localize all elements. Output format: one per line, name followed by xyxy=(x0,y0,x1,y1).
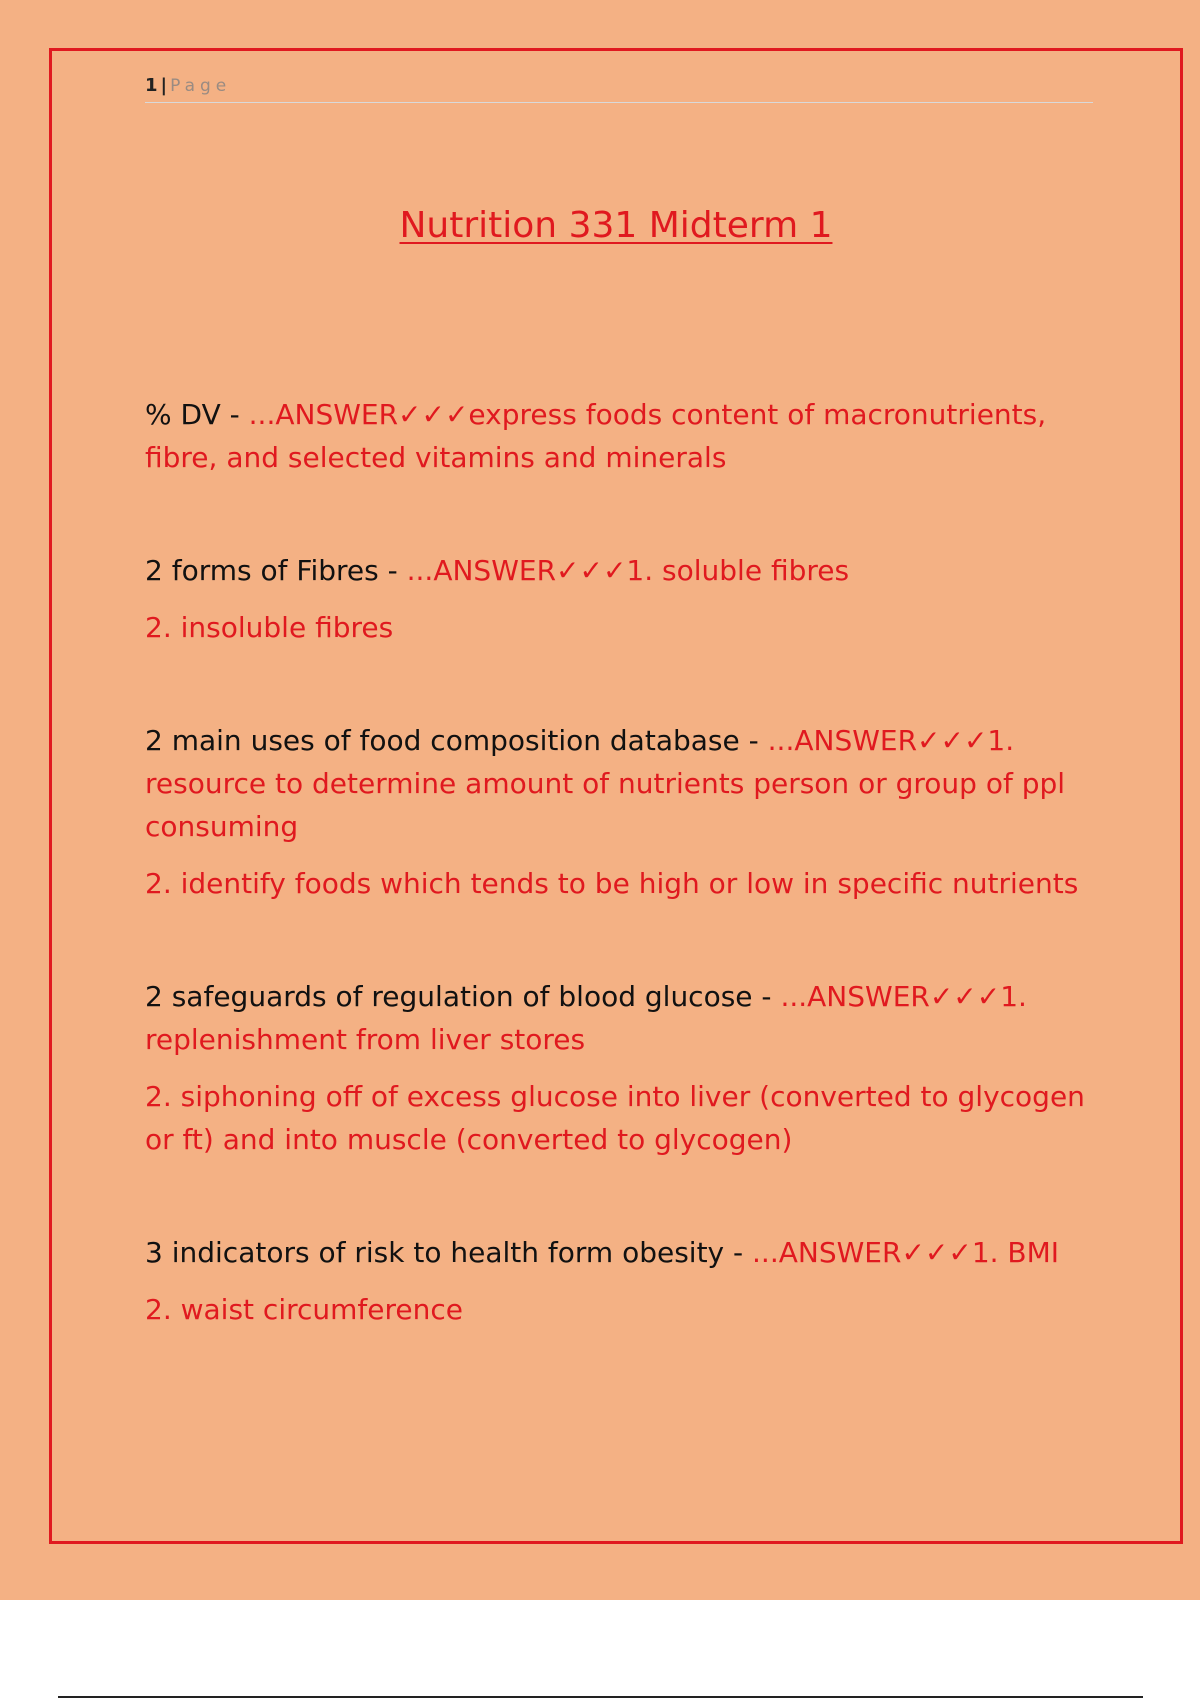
question-text: 2 safeguards of regulation of blood glucose - xyxy=(145,980,781,1013)
answer-text: ...ANSWER✓✓✓express foods content of macronutrients, fibre, and selected vitamins and minerals xyxy=(145,398,1047,474)
qa-line xyxy=(145,975,1105,1061)
answer-text: 2. waist circumference xyxy=(145,1293,463,1326)
page-number: 1 xyxy=(145,75,158,96)
question-text: 2 forms of Fibres - xyxy=(145,554,407,587)
qa-line xyxy=(145,393,1105,479)
qa-item xyxy=(145,975,1105,1161)
question-text: 2 main uses of food composition database - xyxy=(145,724,768,757)
answer-text: 2. insoluble fibres xyxy=(145,611,394,644)
page-separator: | xyxy=(160,75,168,96)
answer-text: ...ANSWER✓✓✓1. replenishment from liver stores xyxy=(145,980,1027,1056)
question-text: 3 indicators of risk to health form obesity - xyxy=(145,1236,753,1269)
page-label: Page xyxy=(170,76,232,96)
answer-text: ...ANSWER✓✓✓1. BMI xyxy=(752,1236,1060,1269)
question-text: % DV - xyxy=(145,398,249,431)
qa-item xyxy=(145,1231,1105,1331)
qa-line xyxy=(145,1231,1105,1274)
answer-text: 2. identify foods which tends to be high or low in specific nutrients xyxy=(145,867,1079,900)
footer-divider xyxy=(58,1696,1143,1698)
answer-text: ...ANSWER✓✓✓1. resource to determine amount of nutrients person or group of ppl consuming xyxy=(145,724,1066,843)
qa-item xyxy=(145,719,1105,905)
qa-line xyxy=(145,549,1105,592)
answer-text: ...ANSWER✓✓✓1. soluble fibres xyxy=(406,554,850,587)
qa-item xyxy=(145,549,1105,649)
qa-list xyxy=(145,393,1105,1401)
document-title: Nutrition 331 Midterm 1 xyxy=(399,205,833,246)
page-header xyxy=(145,74,1093,103)
qa-item xyxy=(145,393,1105,479)
qa-line xyxy=(145,719,1105,848)
answer-text: 2. siphoning off of excess glucose into liver (converted to glycogen or ft) and into muscle (converted to glycogen) xyxy=(145,1080,1085,1156)
